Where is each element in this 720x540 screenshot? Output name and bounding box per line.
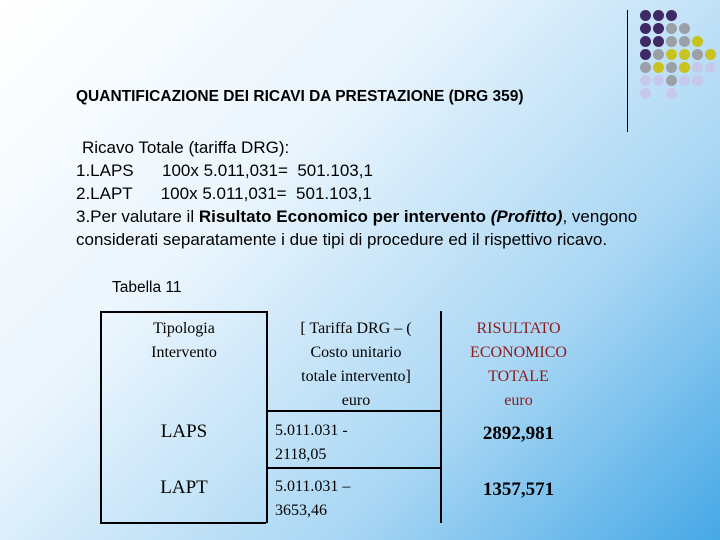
decorative-dot — [679, 49, 690, 60]
decorative-dot — [692, 62, 703, 73]
decorative-dot — [692, 36, 703, 47]
header-tipologia: Tipologia Intervento — [151, 320, 217, 361]
decorative-dot — [705, 62, 716, 73]
decorative-dot — [705, 49, 716, 60]
table-row-cost: 5.011.031 - 2118,05 — [275, 422, 348, 463]
decorative-dot — [653, 23, 664, 34]
decorative-dot — [679, 62, 690, 73]
decorative-dot — [679, 75, 690, 86]
decorative-dot — [640, 10, 651, 21]
item3-text-end: , vengono — [562, 207, 638, 226]
decorative-dot — [653, 36, 664, 47]
table-row-name: LAPT — [160, 477, 208, 498]
decorative-dot — [666, 10, 677, 21]
decorative-dot — [692, 75, 703, 86]
decorative-dot — [666, 49, 677, 60]
revenue-total-label: Ricavo Totale (tariffa DRG): — [82, 138, 290, 157]
decorative-dot — [640, 36, 651, 47]
decorative-dot — [679, 23, 690, 34]
table-row-cost: 5.011.031 – 3653,46 — [275, 478, 351, 519]
decorative-dot — [640, 23, 651, 34]
decorative-dot — [666, 23, 677, 34]
item3-bold-italic: (Profitto) — [490, 207, 563, 226]
table-row-name: LAPS — [160, 421, 208, 442]
table-row-result: 2892,981 — [482, 423, 555, 444]
decorative-dot — [640, 75, 651, 86]
decorative-dot — [666, 75, 677, 86]
header-risultato: RISULTATO ECONOMICO TOTALE euro — [470, 320, 567, 409]
header-tariffa: [ Tariffa DRG – ( Costo unitario totale intervento] euro — [300, 320, 412, 409]
decorative-dot — [666, 88, 677, 99]
decorative-dot — [653, 10, 664, 21]
decorative-dot — [692, 49, 703, 60]
decorative-dot — [640, 49, 651, 60]
results-table — [100, 311, 597, 523]
decorative-dot — [666, 62, 677, 73]
list-item-3-continuation: considerati separatamente i due tipi di procedure ed il rispettivo ricavo. — [76, 230, 608, 249]
list-item-lapt: 2.LAPT 100x 5.011,031= 501.103,1 — [76, 184, 372, 203]
decorative-dot — [653, 75, 664, 86]
decorative-dot — [640, 62, 651, 73]
item3-text: 3.Per valutare il — [76, 207, 199, 226]
decorative-dot — [679, 36, 690, 47]
decorative-dot — [653, 62, 664, 73]
list-item-3 — [76, 205, 720, 228]
list-item-laps: 1.LAPS 100x 5.011,031= 501.103,1 — [76, 161, 373, 180]
table-label: Tabella 11 — [112, 279, 182, 296]
decorative-dot — [666, 36, 677, 47]
page-title: QUANTIFICAZIONE DEI RICAVI DA PRESTAZIONE (DRG 359) — [76, 88, 524, 105]
table-row-result: 1357,571 — [482, 479, 555, 500]
item3-bold: Risultato Economico per intervento — [198, 207, 491, 226]
decorative-vertical-line — [627, 10, 628, 132]
decorative-dot — [653, 49, 664, 60]
body-text — [76, 136, 720, 251]
